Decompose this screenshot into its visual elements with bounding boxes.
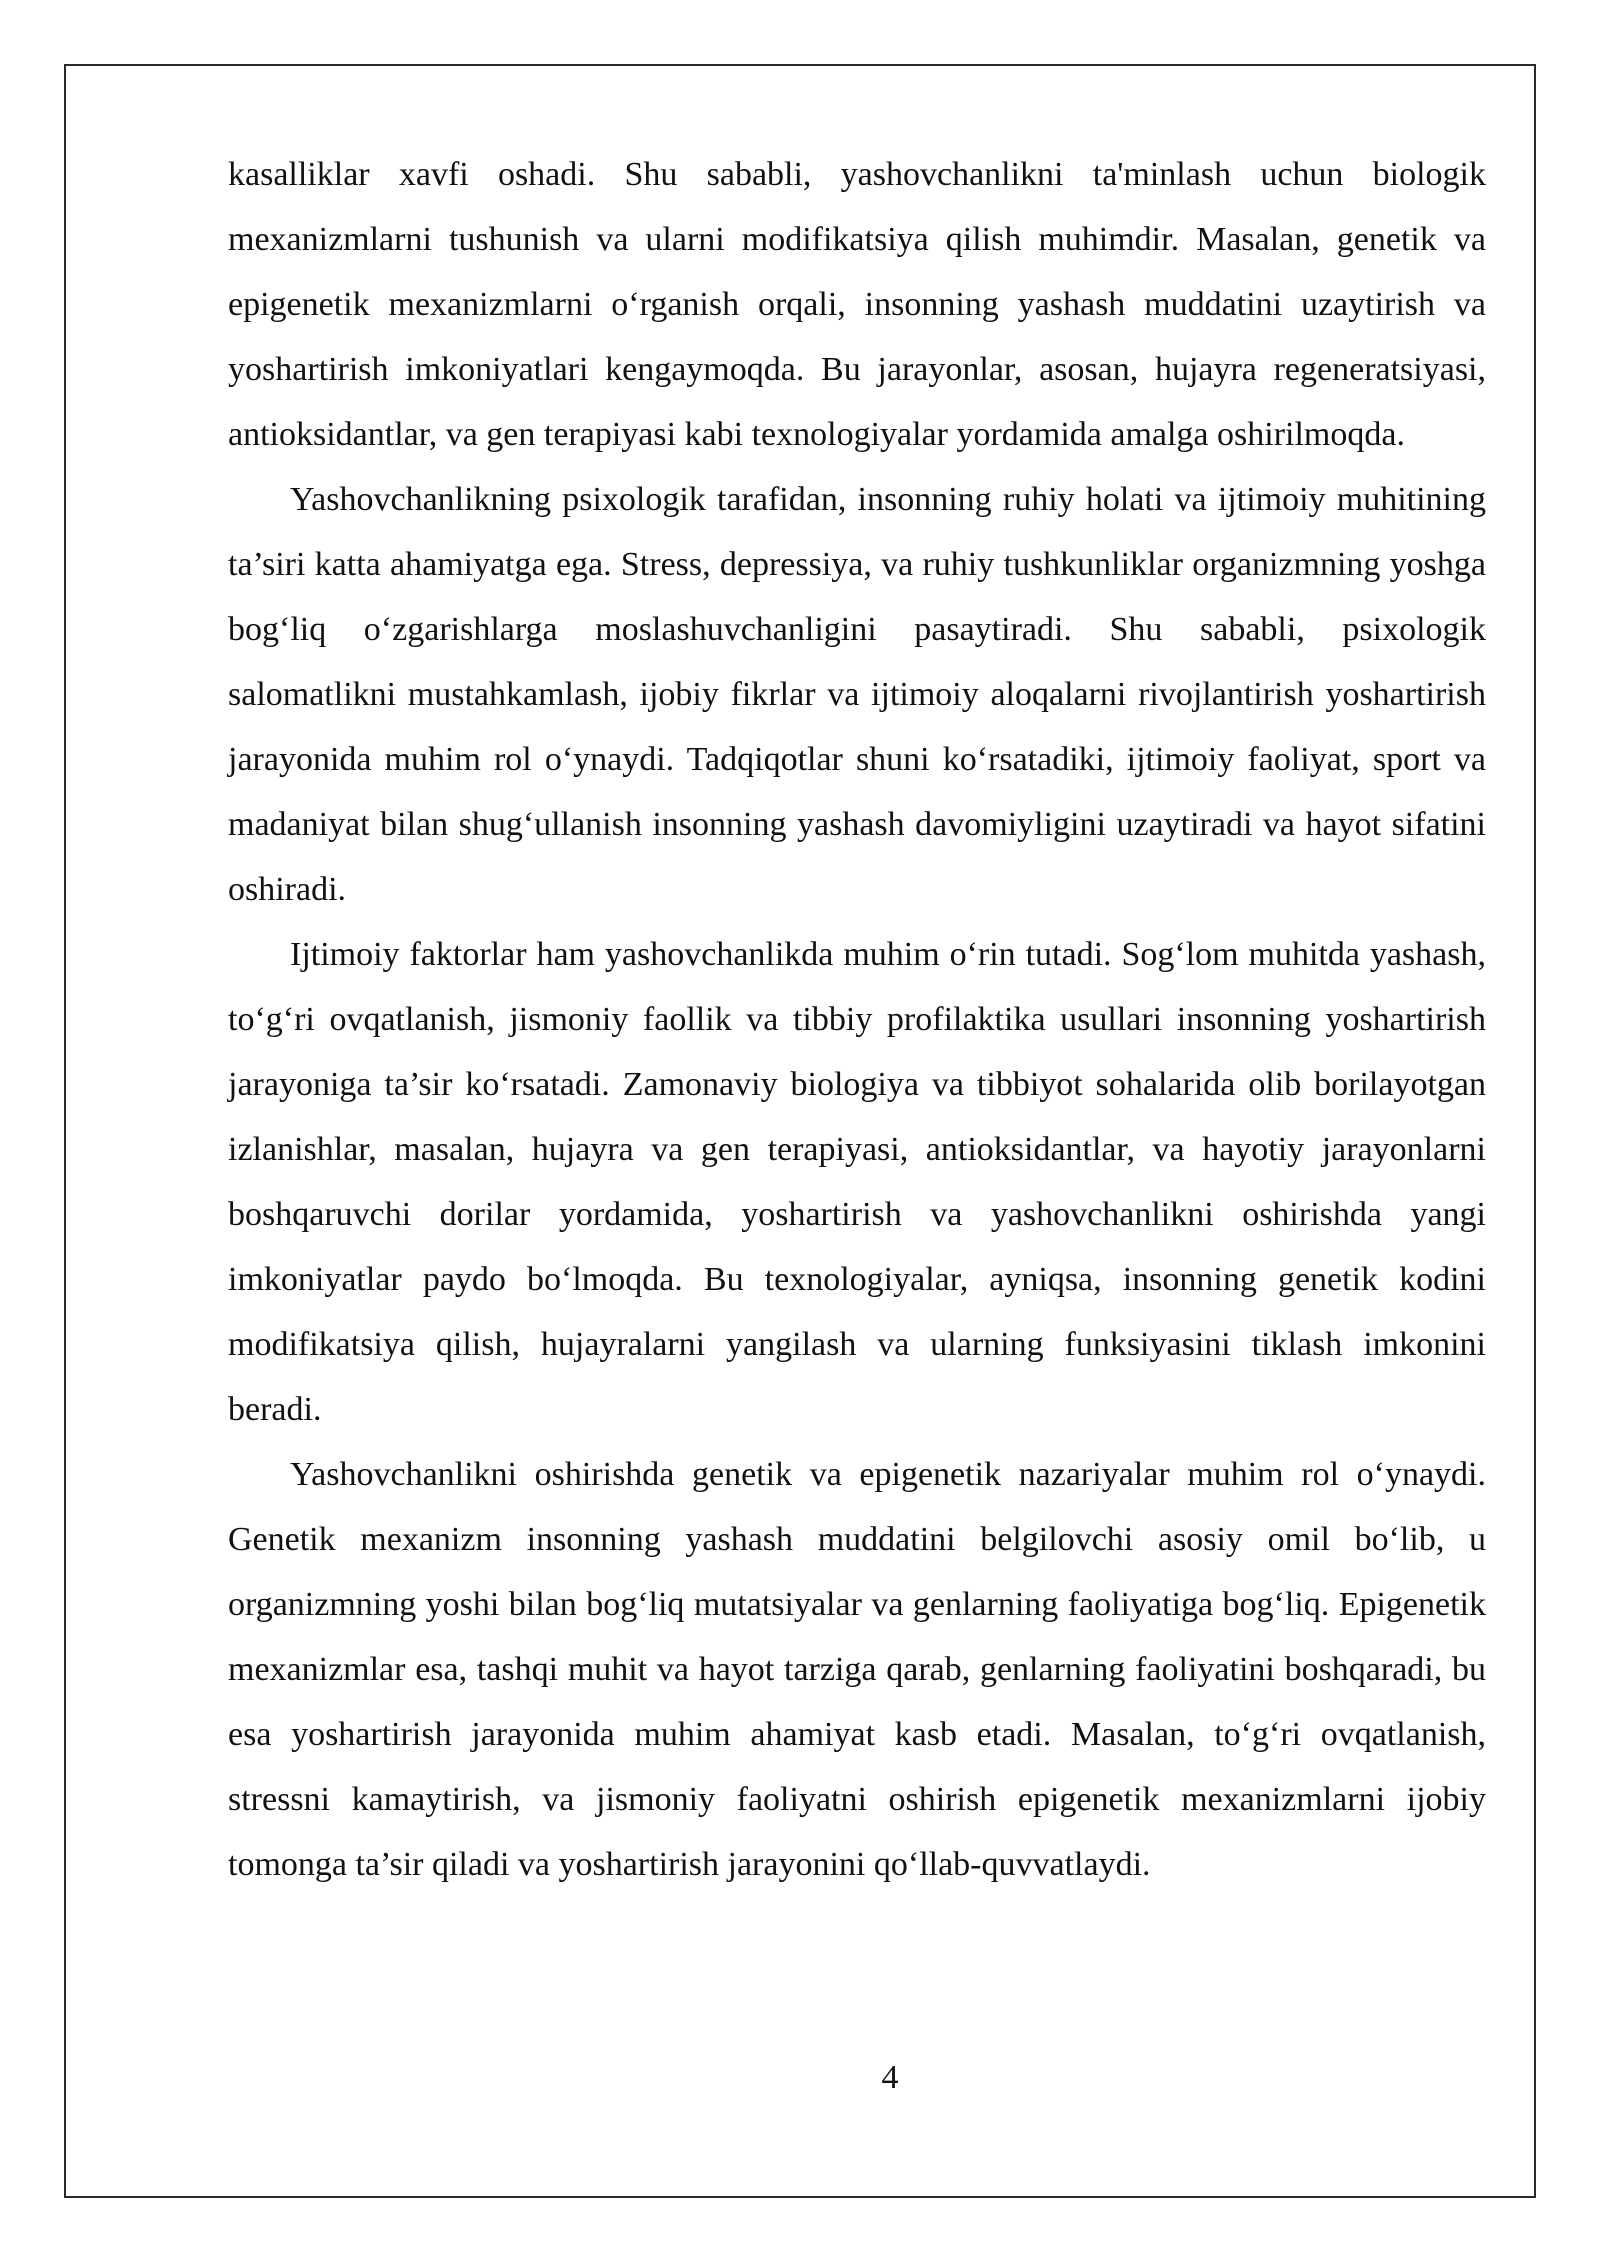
paragraph-4: Yashovchanlikni oshirishda genetik va epigenetik nazariyalar muhim rol o‘ynaydi. Genetik mexanizm insonning yashash muddatini belgilovchi asosiy omil bo‘lib, u organizmning yoshi bilan bog‘liq mutatsiyalar va genlarning faoliyatiga bog‘liq. Epigenetik mexanizmlar esa, tashqi muhit va hayot tarziga qarab, genlarning faoliyatini boshqaradi, bu esa yoshartirish jarayonida muhim ahamiyat kasb etadi. Masalan, to‘g‘ri ovqatlanish, stressni kamaytirish, va jismoniy faoliyatni oshirish epigenetik mexanizmlarni ijobiy tomonga ta’sir qiladi va yoshartirish jarayonini qo‘llab-quvvatlaydi. — [228, 1456, 1486, 1883]
paragraph-2: Yashovchanlikning psixologik tarafidan, insonning ruhiy holati va ijtimoiy muhitining ta’siri katta ahamiyatga ega. Stress, depressiya, va ruhiy tushkunliklar organizmning yoshga bog‘liq o‘zgarishlarga moslashuvchanligini pasaytiradi. Shu sababli, psixologik salomatlikni mustahkamlash, ijobiy fikrlar va ijtimoiy aloqalarni rivojlantirish yoshartirish jarayonida muhim rol o‘ynaydi. Tadqiqotlar shuni ko‘rsatadiki, ijtimoiy faoliyat, sport va madaniyat bilan shug‘ullanish insonning yashash davomiyligini uzaytiradi va hayot sifatini oshiradi. — [228, 481, 1486, 908]
page-number: 4 — [881, 2059, 899, 2096]
document-body — [228, 142, 1486, 1897]
paragraph-3: Ijtimoiy faktorlar ham yashovchanlikda muhim o‘rin tutadi. Sog‘lom muhitda yashash, to‘g‘ri ovqatlanish, jismoniy faollik va tibbiy profilaktika usullari insonning yoshartirish jarayoniga ta’sir ko‘rsatadi. Zamonaviy biologiya va tibbiyot sohalarida olib borilayotgan izlanishlar, masalan, hujayra va gen terapiyasi, antioksidantlar, va hayotiy jarayonlarni boshqaruvchi dorilar yordamida, yoshartirish va yashovchanlikni oshirishda yangi imkoniyatlar paydo bo‘lmoqda. Bu texnologiyalar, ayniqsa, insonning genetik kodini modifikatsiya qilish, hujayralarni yangilash va ularning funksiyasini tiklash imkonini beradi. — [228, 936, 1486, 1428]
paragraph-1: kasalliklar xavfi oshadi. Shu sababli, yashovchanlikni ta'minlash uchun biologik mexanizmlarni tushunish va ularni modifikatsiya qilish muhimdir. Masalan, genetik va epigenetik mexanizmlarni o‘rganish orqali, insonning yashash muddatini uzaytirish va yoshartirish imkoniyatlari kengaymoqda. Bu jarayonlar, asosan, hujayra regeneratsiyasi, antioksidantlar, va gen terapiyasi kabi texnologiyalar yordamida amalga oshirilmoqda. — [228, 156, 1486, 453]
